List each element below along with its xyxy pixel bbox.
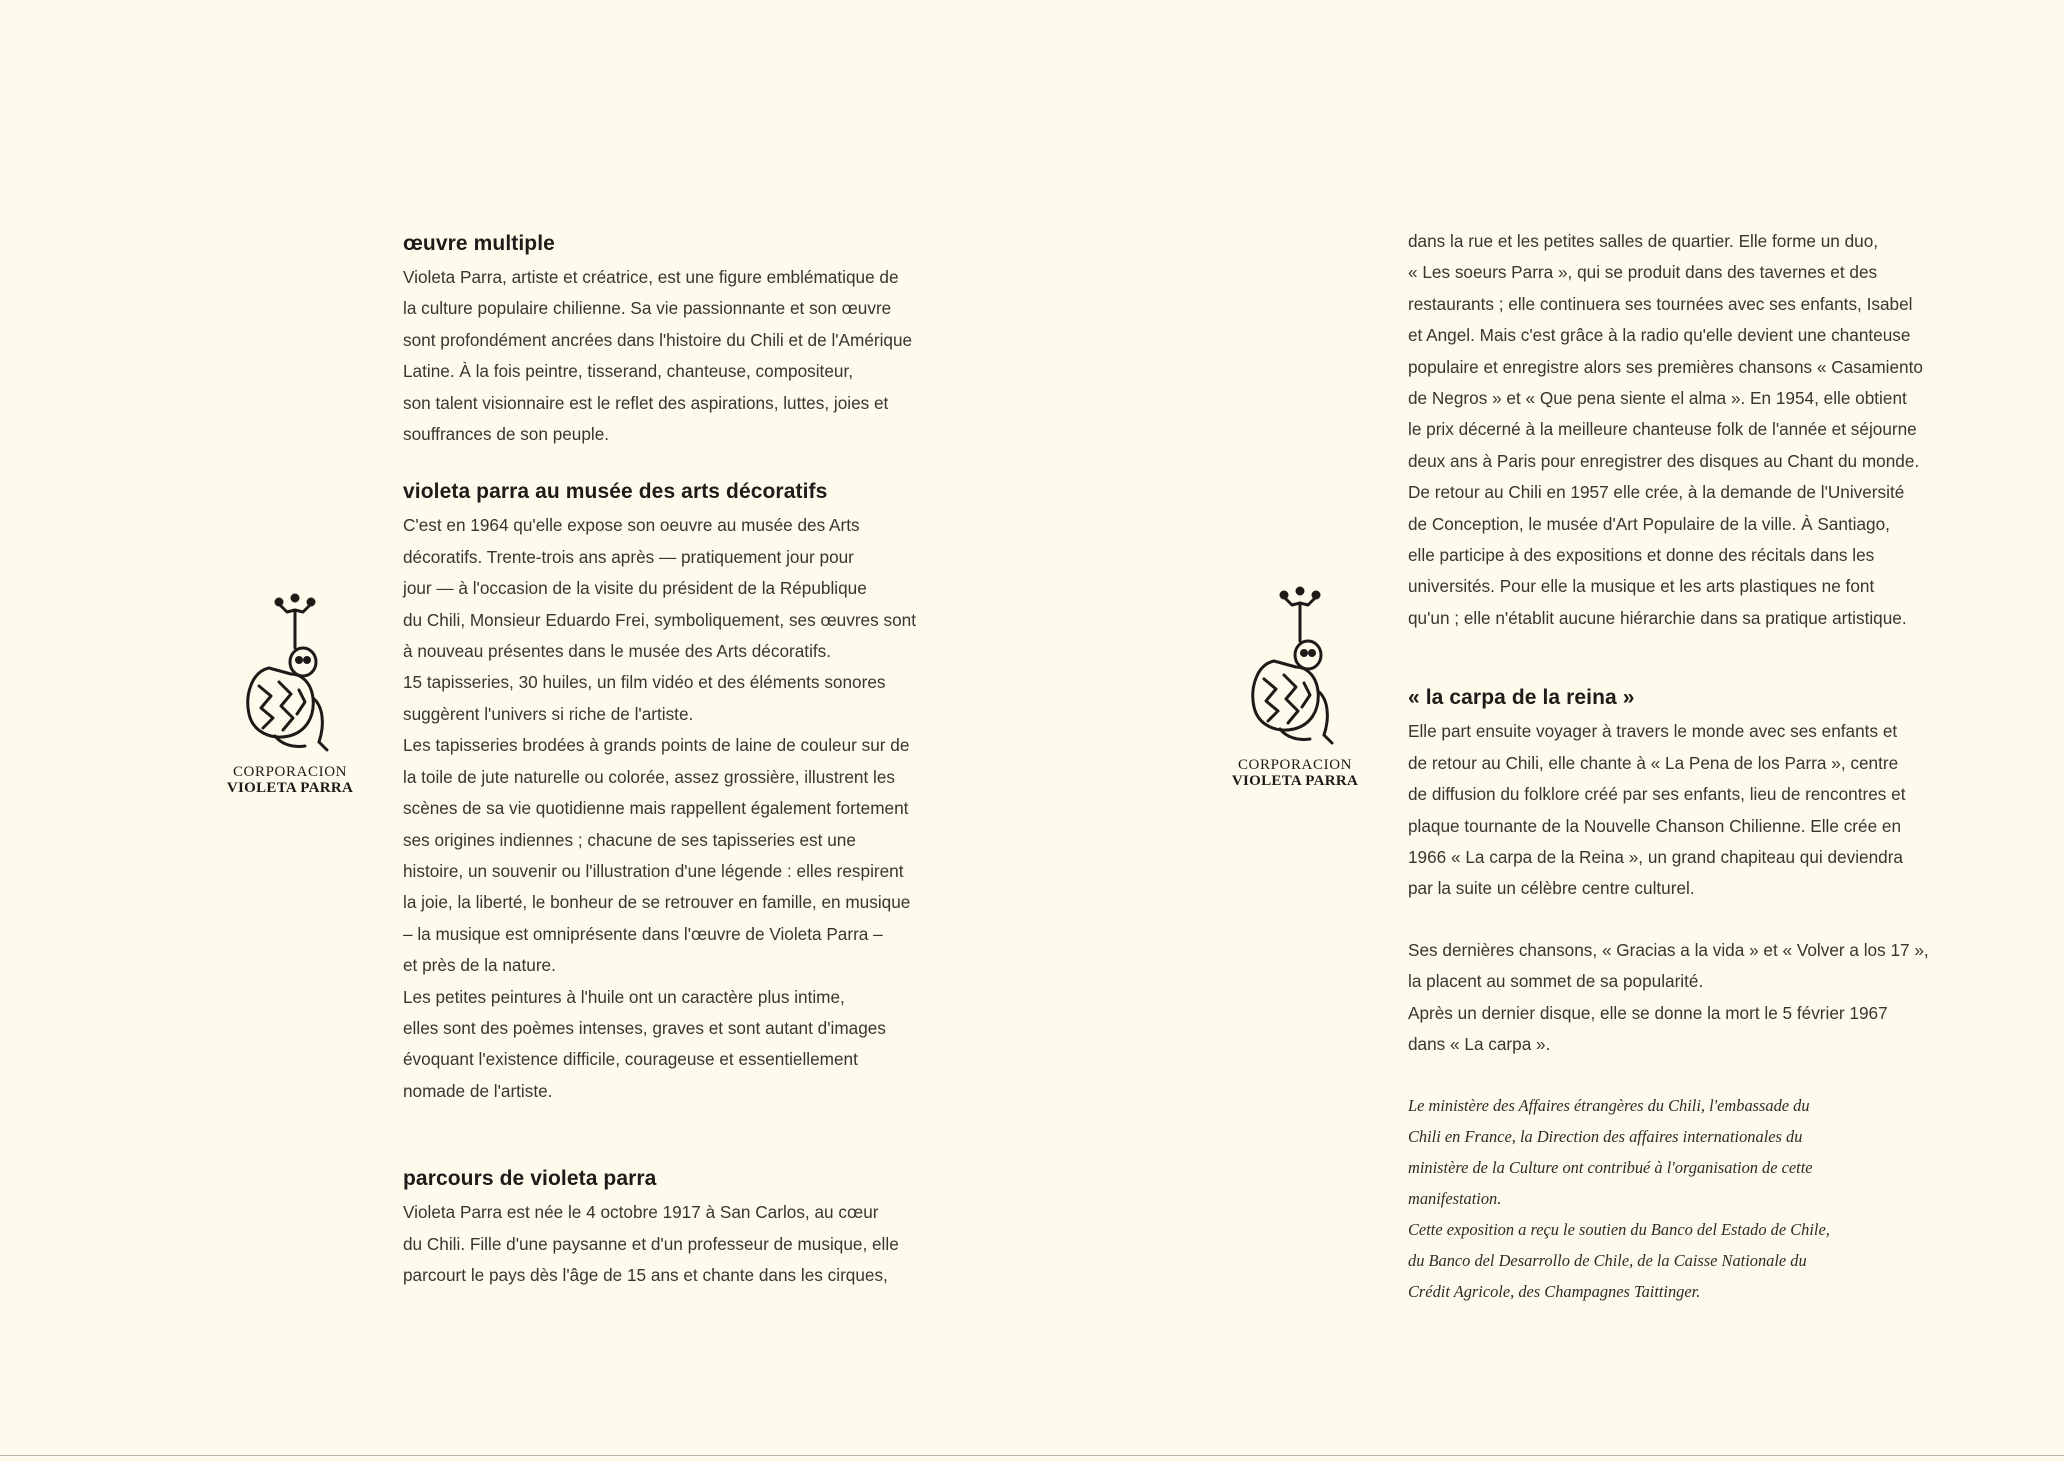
text-line: Elle part ensuite voyager à travers le monde avec ses enfants et (1408, 721, 1898, 742)
text-line: de diffusion du folklore créé par ses enfants, lieu de rencontres et (1408, 784, 1906, 805)
corporacion-logo (1225, 583, 1365, 789)
logo-line-2: VIOLETA PARRA (226, 780, 354, 796)
text-line: suggèrent l'univers si riche de l'artiste. (403, 703, 694, 724)
logo-line-2: VIOLETA PARRA (1231, 773, 1359, 789)
text-line: scènes de sa vie quotidienne mais rappellent également fortement (403, 798, 909, 819)
text-line: Les petites peintures à l'huile ont un caractère plus intime, (403, 986, 845, 1007)
text-line: souffrances de son peuple. (403, 424, 610, 445)
text-line: la toile de jute naturelle ou colorée, assez grossière, illustrent les (403, 766, 896, 787)
logo-line-1: CORPORACION (1237, 757, 1353, 773)
text-line: histoire, un souvenir ou l'illustration d'une légende : elles respirent (403, 860, 904, 881)
text-line: nomade de l'artiste. (403, 1080, 553, 1101)
text-line: ministère de la Culture ont contribué à l'organisation de cette (1408, 1158, 1813, 1178)
paragraph (1408, 716, 1948, 904)
text-line: parcourt le pays dès l'âge de 15 ans et chante dans les cirques, (403, 1264, 888, 1285)
paragraph (403, 1197, 943, 1291)
right-text-column (1408, 226, 1948, 1324)
text-line: la joie, la liberté, le bonheur de se retrouver en famille, en musique (403, 892, 911, 913)
text-line: – la musique est omniprésente dans l'œuvre de Violeta Parra – (403, 923, 883, 944)
text-line: dans la rue et les petites salles de quartier. Elle forme un duo, (1408, 231, 1879, 251)
credits-paragraph (1408, 1090, 1948, 1307)
text-line: dans « La carpa ». (1408, 1033, 1551, 1054)
text-line: 15 tapisseries, 30 huiles, un film vidéo et des éléments sonores (403, 672, 886, 693)
text-line: deux ans à Paris pour enregistrer des disques au Chant du monde. (1408, 450, 1920, 471)
text-line: la culture populaire chilienne. Sa vie passionnante et son œuvre (403, 298, 892, 319)
text-line: son talent visionnaire est le reflet des aspirations, luttes, joies et (403, 392, 889, 413)
corporacion-logo (220, 590, 360, 796)
text-line: et Angel. Mais c'est grâce à la radio qu'elle devient une chanteuse (1408, 325, 1911, 346)
text-line: universités. Pour elle la musique et les arts plastiques ne font (1408, 576, 1875, 597)
text-line: Le ministère des Affaires étrangères du Chili, l'embassade du (1408, 1096, 1810, 1116)
paragraph (1408, 226, 1948, 634)
text-line: ses origines indiennes ; chacune de ses tapisseries est une (403, 829, 856, 850)
spacer (1408, 1060, 1948, 1090)
text-line: de retour au Chili, elle chante à « La Pena de los Parra », centre (1408, 752, 1899, 773)
text-line: à nouveau présentes dans le musée des Arts décoratifs. (403, 641, 832, 662)
text-line: évoquant l'existence difficile, courageuse et essentiellement (403, 1049, 858, 1070)
text-line: De retour au Chili en 1957 elle crée, à la demande de l'Université (1408, 482, 1905, 503)
bottom-edge-line (0, 1455, 2064, 1456)
text-line: de Negros » et « Que pena siente el alma ». En 1954, elle obtient (1408, 388, 1907, 409)
left-text-column (403, 232, 943, 1291)
text-line: du Chili. Fille d'une paysanne et d'un professeur de musique, elle (403, 1233, 899, 1254)
spacer (1408, 905, 1948, 935)
text-line: le prix décerné à la meilleure chanteuse folk de l'année et séjourne (1408, 419, 1917, 440)
text-line: Après un dernier disque, elle se donne la mort le 5 février 1967 (1408, 1002, 1888, 1023)
paragraph (403, 262, 943, 450)
text-line: décoratifs. Trente-trois ans après — pratiquement jour pour (403, 546, 854, 567)
spacer (1408, 634, 1948, 686)
text-line: Les tapisseries brodées à grands points de laine de couleur sur de (403, 735, 910, 756)
text-line: manifestation. (1408, 1189, 1502, 1209)
text-line: Crédit Agricole, des Champagnes Taittinger. (1408, 1282, 1701, 1302)
text-line: la placent au sommet de sa popularité. (1408, 971, 1704, 992)
text-line: Violeta Parra est née le 4 octobre 1917 à San Carlos, au cœur (403, 1202, 879, 1223)
violeta-parra-figure-icon (1240, 583, 1350, 753)
text-line: restaurants ; elle continuera ses tournées avec ses enfants, Isabel (1408, 293, 1913, 314)
violeta-parra-figure-icon (235, 590, 345, 760)
section-title: parcours de violeta parra (403, 1167, 657, 1191)
spacer (403, 1107, 943, 1167)
text-line: populaire et enregistre alors ses premières chansons « Casamiento (1408, 356, 1923, 377)
section-title: œuvre multiple (403, 232, 555, 255)
spacer (403, 450, 943, 480)
text-line: de Conception, le musée d'Art Populaire de la ville. À Santiago, (1408, 513, 1890, 534)
text-line: elles sont des poèmes intenses, graves et sont autant d'images (403, 1017, 886, 1038)
text-line: Ses dernières chansons, « Gracias a la vida » et « Volver a los 17 », (1408, 939, 1929, 960)
text-line: sont profondément ancrées dans l'histoire du Chili et de l'Amérique (403, 329, 913, 350)
text-line: qu'un ; elle n'établit aucune hiérarchie dans sa pratique artistique. (1408, 607, 1907, 628)
text-line: du Banco del Desarrollo de Chile, de la Caisse Nationale du (1408, 1251, 1807, 1271)
text-line: et près de la nature. (403, 955, 556, 976)
text-line: elle participe à des expositions et donne des récitals dans les (1408, 545, 1875, 566)
text-line: jour — à l'occasion de la visite du président de la République (403, 578, 867, 599)
text-line: Chili en France, la Direction des affaires internationales du (1408, 1127, 1803, 1147)
text-line: Violeta Parra, artiste et créatrice, est une figure emblématique de (403, 267, 899, 287)
text-line: plaque tournante de la Nouvelle Chanson Chilienne. Elle crée en (1408, 815, 1902, 836)
logo-line-1: CORPORACION (232, 764, 348, 780)
paragraph (403, 510, 943, 1107)
text-line: Latine. À la fois peintre, tisserand, chanteuse, compositeur, (403, 361, 853, 382)
section-title: violeta parra au musée des arts décoratifs (403, 480, 828, 504)
text-line: par la suite un célèbre centre culturel. (1408, 878, 1695, 899)
text-line: 1966 « La carpa de la Reina », un grand chapiteau qui deviendra (1408, 846, 1903, 867)
text-line: « Les soeurs Parra », qui se produit dans des tavernes et des (1408, 262, 1878, 283)
text-line: Cette exposition a reçu le soutien du Banco del Estado de Chile, (1408, 1220, 1830, 1240)
section-title: « la carpa de la reina » (1408, 686, 1635, 710)
text-line: du Chili, Monsieur Eduardo Frei, symboliquement, ses œuvres sont (403, 609, 916, 630)
paragraph (1408, 935, 1948, 1061)
text-line: C'est en 1964 qu'elle expose son oeuvre au musée des Arts (403, 515, 860, 536)
